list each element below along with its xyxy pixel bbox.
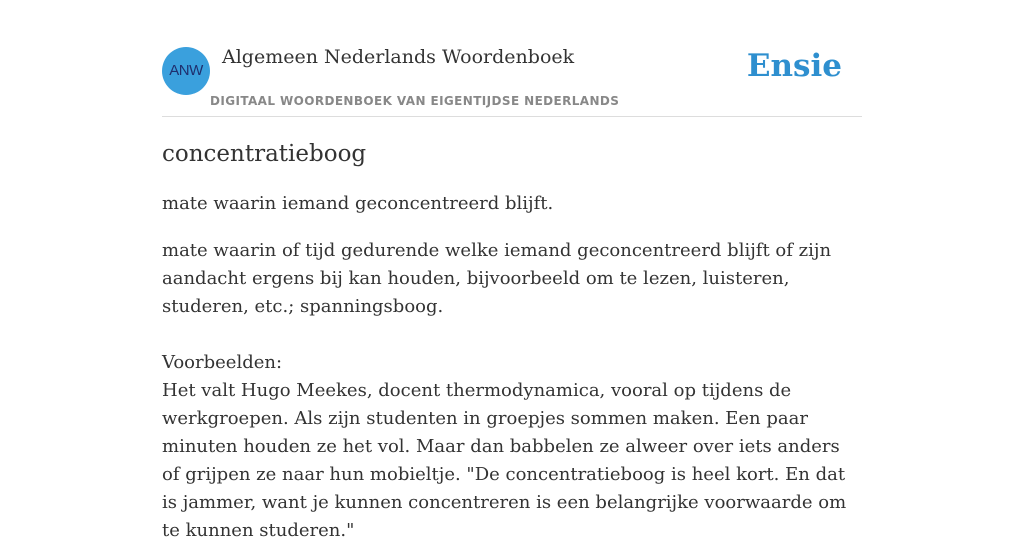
site-title[interactable]: Algemeen Nederlands Woordenboek — [222, 46, 575, 68]
example-text: Het valt Hugo Meekes, docent thermodynamica, vooral op tijdens de werkgroepen. Als zijn studenten in groepjes sommen maken. Een paar minuten houden ze het vol. Maar dan babbelen ze alweer over iets anders of grijpen ze naar hun mobieltje. "De concentratieboog is heel kort. En dat is jammer, want je kunnen concentreren is een belangrijke voorwaarde om te kunnen studeren." — [162, 380, 847, 541]
short-definition: mate waarin iemand geconcentreerd blijft. — [162, 193, 554, 214]
anw-logo[interactable]: ANW — [162, 47, 210, 95]
site-header — [162, 40, 862, 117]
site-subtitle: DIGITAAL WOORDENBOEK VAN EIGENTIJDSE NEDERLANDS — [210, 94, 620, 108]
long-definition: mate waarin of tijd gedurende welke iemand geconcentreerd blijft of zijn aandacht ergens bij kan houden, bijvoorbeeld om te lezen, luisteren, studeren, etc.; spanningsboog. — [162, 240, 832, 317]
entry-word: concentratieboog — [162, 141, 367, 167]
ensie-brand-logo[interactable]: Ensie — [746, 48, 842, 84]
entry-content — [162, 138, 862, 545]
examples-label: Voorbeelden: — [162, 352, 283, 373]
